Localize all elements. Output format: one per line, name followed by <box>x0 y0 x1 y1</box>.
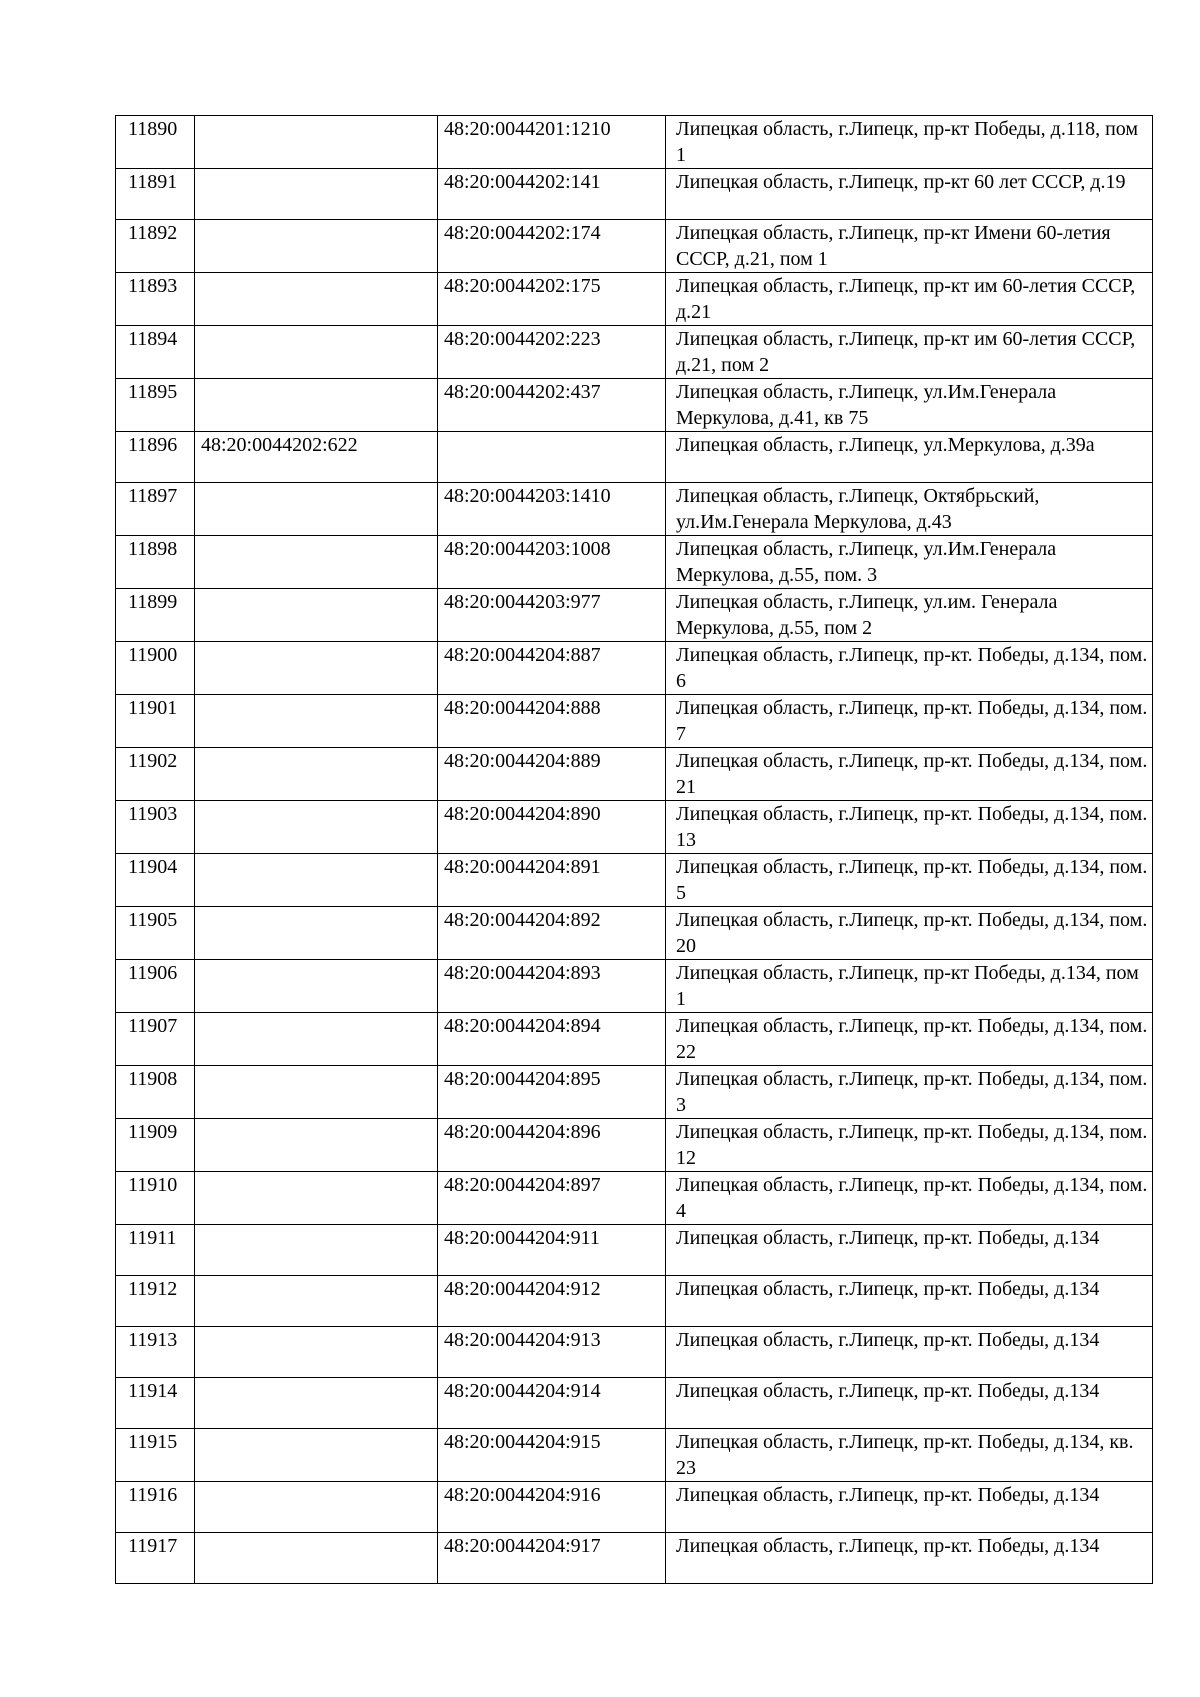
table-row <box>116 1378 1153 1429</box>
row-number-cell: 11902 <box>116 748 195 801</box>
row-number-cell: 11915 <box>116 1429 195 1482</box>
cadastral-number-alt-cell <box>195 1172 438 1225</box>
cadastral-number-cell: 48:20:0044204:888 <box>438 695 666 748</box>
row-number-cell: 11914 <box>116 1378 195 1429</box>
table-row <box>116 1276 1153 1327</box>
cadastral-number-alt-cell <box>195 379 438 432</box>
cadastral-number-alt-cell <box>195 536 438 589</box>
row-number-cell: 11905 <box>116 907 195 960</box>
cadastral-number-cell: 48:20:0044204:914 <box>438 1378 666 1429</box>
row-number-cell: 11908 <box>116 1066 195 1119</box>
row-number-cell: 11912 <box>116 1276 195 1327</box>
address-cell: Липецкая область, г.Липецк, пр-кт. Победы, д.134 <box>666 1378 1153 1429</box>
row-number-cell: 11904 <box>116 854 195 907</box>
cadastral-number-alt-cell <box>195 642 438 695</box>
address-cell: Липецкая область, г.Липецк, пр-кт. Победы, д.134, пом. 4 <box>666 1172 1153 1225</box>
address-cell: Липецкая область, г.Липецк, пр-кт. Победы, д.134 <box>666 1276 1153 1327</box>
registry-table <box>115 115 1153 1584</box>
row-number-cell: 11898 <box>116 536 195 589</box>
cadastral-number-alt-cell <box>195 1378 438 1429</box>
address-cell: Липецкая область, г.Липецк, пр-кт Победы, д.134, пом 1 <box>666 960 1153 1013</box>
cadastral-number-alt-cell <box>195 1429 438 1482</box>
cadastral-number-cell: 48:20:0044204:887 <box>438 642 666 695</box>
address-cell: Липецкая область, г.Липецк, пр-кт. Победы, д.134, пом. 22 <box>666 1013 1153 1066</box>
table-row <box>116 1172 1153 1225</box>
address-cell: Липецкая область, г.Липецк, ул.им. Генерала Меркулова, д.55, пом 2 <box>666 589 1153 642</box>
address-cell: Липецкая область, г.Липецк, Октябрьский, ул.Им.Генерала Меркулова, д.43 <box>666 483 1153 536</box>
address-cell: Липецкая область, г.Липецк, ул.Им.Генерала Меркулова, д.55, пом. 3 <box>666 536 1153 589</box>
table-row <box>116 854 1153 907</box>
registry-table-body <box>116 116 1153 1584</box>
row-number-cell: 11895 <box>116 379 195 432</box>
table-row <box>116 1533 1153 1584</box>
cadastral-number-cell: 48:20:0044204:916 <box>438 1482 666 1533</box>
cadastral-number-cell: 48:20:0044204:897 <box>438 1172 666 1225</box>
cadastral-number-cell: 48:20:0044202:175 <box>438 273 666 326</box>
row-number-cell: 11897 <box>116 483 195 536</box>
cadastral-number-cell: 48:20:0044204:917 <box>438 1533 666 1584</box>
row-number-cell: 11893 <box>116 273 195 326</box>
row-number-cell: 11909 <box>116 1119 195 1172</box>
cadastral-number-alt-cell <box>195 801 438 854</box>
address-cell: Липецкая область, г.Липецк, пр-кт Победы, д.118, пом 1 <box>666 116 1153 169</box>
cadastral-number-cell: 48:20:0044202:174 <box>438 220 666 273</box>
table-row <box>116 960 1153 1013</box>
cadastral-number-cell: 48:20:0044203:1008 <box>438 536 666 589</box>
cadastral-number-alt-cell <box>195 695 438 748</box>
cadastral-number-alt-cell <box>195 960 438 1013</box>
address-cell: Липецкая область, г.Липецк, пр-кт. Победы, д.134, пом. 7 <box>666 695 1153 748</box>
row-number-cell: 11901 <box>116 695 195 748</box>
table-row <box>116 1013 1153 1066</box>
table-row <box>116 116 1153 169</box>
table-row <box>116 432 1153 483</box>
table-row <box>116 220 1153 273</box>
row-number-cell: 11910 <box>116 1172 195 1225</box>
address-cell: Липецкая область, г.Липецк, пр-кт. Победы, д.134 <box>666 1533 1153 1584</box>
cadastral-number-cell: 48:20:0044204:892 <box>438 907 666 960</box>
row-number-cell: 11899 <box>116 589 195 642</box>
table-row <box>116 801 1153 854</box>
cadastral-number-alt-cell <box>195 1119 438 1172</box>
address-cell: Липецкая область, г.Липецк, пр-кт. Победы, д.134, пом. 6 <box>666 642 1153 695</box>
table-row <box>116 1066 1153 1119</box>
table-row <box>116 536 1153 589</box>
row-number-cell: 11903 <box>116 801 195 854</box>
address-cell: Липецкая область, г.Липецк, пр-кт. Победы, д.134, пом. 3 <box>666 1066 1153 1119</box>
row-number-cell: 11894 <box>116 326 195 379</box>
table-row <box>116 326 1153 379</box>
cadastral-number-cell: 48:20:0044204:896 <box>438 1119 666 1172</box>
address-cell: Липецкая область, г.Липецк, пр-кт. Победы, д.134, пом. 21 <box>666 748 1153 801</box>
row-number-cell: 11917 <box>116 1533 195 1584</box>
table-row <box>116 1119 1153 1172</box>
address-cell: Липецкая область, г.Липецк, пр-кт. Победы, д.134, пом. 13 <box>666 801 1153 854</box>
cadastral-number-alt-cell <box>195 169 438 220</box>
cadastral-number-cell: 48:20:0044204:911 <box>438 1225 666 1276</box>
address-cell: Липецкая область, г.Липецк, пр-кт 60 лет СССР, д.19 <box>666 169 1153 220</box>
row-number-cell: 11891 <box>116 169 195 220</box>
cadastral-number-alt-cell <box>195 1276 438 1327</box>
cadastral-number-cell: 48:20:0044203:977 <box>438 589 666 642</box>
cadastral-number-alt-cell <box>195 326 438 379</box>
table-row <box>116 379 1153 432</box>
address-cell: Липецкая область, г.Липецк, ул.Меркулова, д.39а <box>666 432 1153 483</box>
cadastral-number-alt-cell <box>195 854 438 907</box>
address-cell: Липецкая область, г.Липецк, пр-кт. Победы, д.134 <box>666 1225 1153 1276</box>
row-number-cell: 11911 <box>116 1225 195 1276</box>
table-row <box>116 169 1153 220</box>
address-cell: Липецкая область, г.Липецк, ул.Им.Генерала Меркулова, д.41, кв 75 <box>666 379 1153 432</box>
address-cell: Липецкая область, г.Липецк, пр-кт. Победы, д.134, кв. 23 <box>666 1429 1153 1482</box>
cadastral-number-cell: 48:20:0044204:893 <box>438 960 666 1013</box>
table-row <box>116 1225 1153 1276</box>
cadastral-number-cell: 48:20:0044204:891 <box>438 854 666 907</box>
cadastral-number-alt-cell <box>195 748 438 801</box>
table-row <box>116 589 1153 642</box>
cadastral-number-cell: 48:20:0044204:913 <box>438 1327 666 1378</box>
address-cell: Липецкая область, г.Липецк, пр-кт. Победы, д.134 <box>666 1327 1153 1378</box>
cadastral-number-alt-cell <box>195 1533 438 1584</box>
table-row <box>116 273 1153 326</box>
row-number-cell: 11896 <box>116 432 195 483</box>
cadastral-number-alt-cell <box>195 273 438 326</box>
address-cell: Липецкая область, г.Липецк, пр-кт. Победы, д.134, пом. 20 <box>666 907 1153 960</box>
cadastral-number-cell: 48:20:0044204:895 <box>438 1066 666 1119</box>
row-number-cell: 11907 <box>116 1013 195 1066</box>
cadastral-number-alt-cell <box>195 1013 438 1066</box>
cadastral-number-cell: 48:20:0044203:1410 <box>438 483 666 536</box>
cadastral-number-cell: 48:20:0044204:912 <box>438 1276 666 1327</box>
cadastral-number-cell: 48:20:0044204:890 <box>438 801 666 854</box>
cadastral-number-cell: 48:20:0044201:1210 <box>438 116 666 169</box>
row-number-cell: 11900 <box>116 642 195 695</box>
cadastral-number-cell <box>438 432 666 483</box>
row-number-cell: 11892 <box>116 220 195 273</box>
cadastral-number-alt-cell <box>195 1225 438 1276</box>
cadastral-number-alt-cell <box>195 907 438 960</box>
table-row <box>116 1482 1153 1533</box>
cadastral-number-alt-cell <box>195 589 438 642</box>
cadastral-number-cell: 48:20:0044204:894 <box>438 1013 666 1066</box>
address-cell: Липецкая область, г.Липецк, пр-кт. Победы, д.134, пом. 5 <box>666 854 1153 907</box>
cadastral-number-alt-cell <box>195 116 438 169</box>
cadastral-number-alt-cell <box>195 220 438 273</box>
cadastral-number-alt-cell <box>195 1482 438 1533</box>
address-cell: Липецкая область, г.Липецк, пр-кт Имени 60-летия СССР, д.21, пом 1 <box>666 220 1153 273</box>
cadastral-number-alt-cell <box>195 1327 438 1378</box>
address-cell: Липецкая область, г.Липецк, пр-кт им 60-летия СССР, д.21 <box>666 273 1153 326</box>
cadastral-number-cell: 48:20:0044204:889 <box>438 748 666 801</box>
cadastral-number-alt-cell <box>195 1066 438 1119</box>
table-row <box>116 1429 1153 1482</box>
cadastral-number-alt-cell <box>195 483 438 536</box>
cadastral-number-alt-cell: 48:20:0044202:622 <box>195 432 438 483</box>
row-number-cell: 11916 <box>116 1482 195 1533</box>
cadastral-number-cell: 48:20:0044204:915 <box>438 1429 666 1482</box>
address-cell: Липецкая область, г.Липецк, пр-кт. Победы, д.134 <box>666 1482 1153 1533</box>
table-row <box>116 1327 1153 1378</box>
row-number-cell: 11913 <box>116 1327 195 1378</box>
table-row <box>116 642 1153 695</box>
table-row <box>116 695 1153 748</box>
table-row <box>116 483 1153 536</box>
cadastral-number-cell: 48:20:0044202:437 <box>438 379 666 432</box>
table-row <box>116 907 1153 960</box>
address-cell: Липецкая область, г.Липецк, пр-кт. Победы, д.134, пом. 12 <box>666 1119 1153 1172</box>
address-cell: Липецкая область, г.Липецк, пр-кт им 60-летия СССР, д.21, пом 2 <box>666 326 1153 379</box>
cadastral-number-cell: 48:20:0044202:141 <box>438 169 666 220</box>
table-row <box>116 748 1153 801</box>
row-number-cell: 11890 <box>116 116 195 169</box>
cadastral-number-cell: 48:20:0044202:223 <box>438 326 666 379</box>
row-number-cell: 11906 <box>116 960 195 1013</box>
